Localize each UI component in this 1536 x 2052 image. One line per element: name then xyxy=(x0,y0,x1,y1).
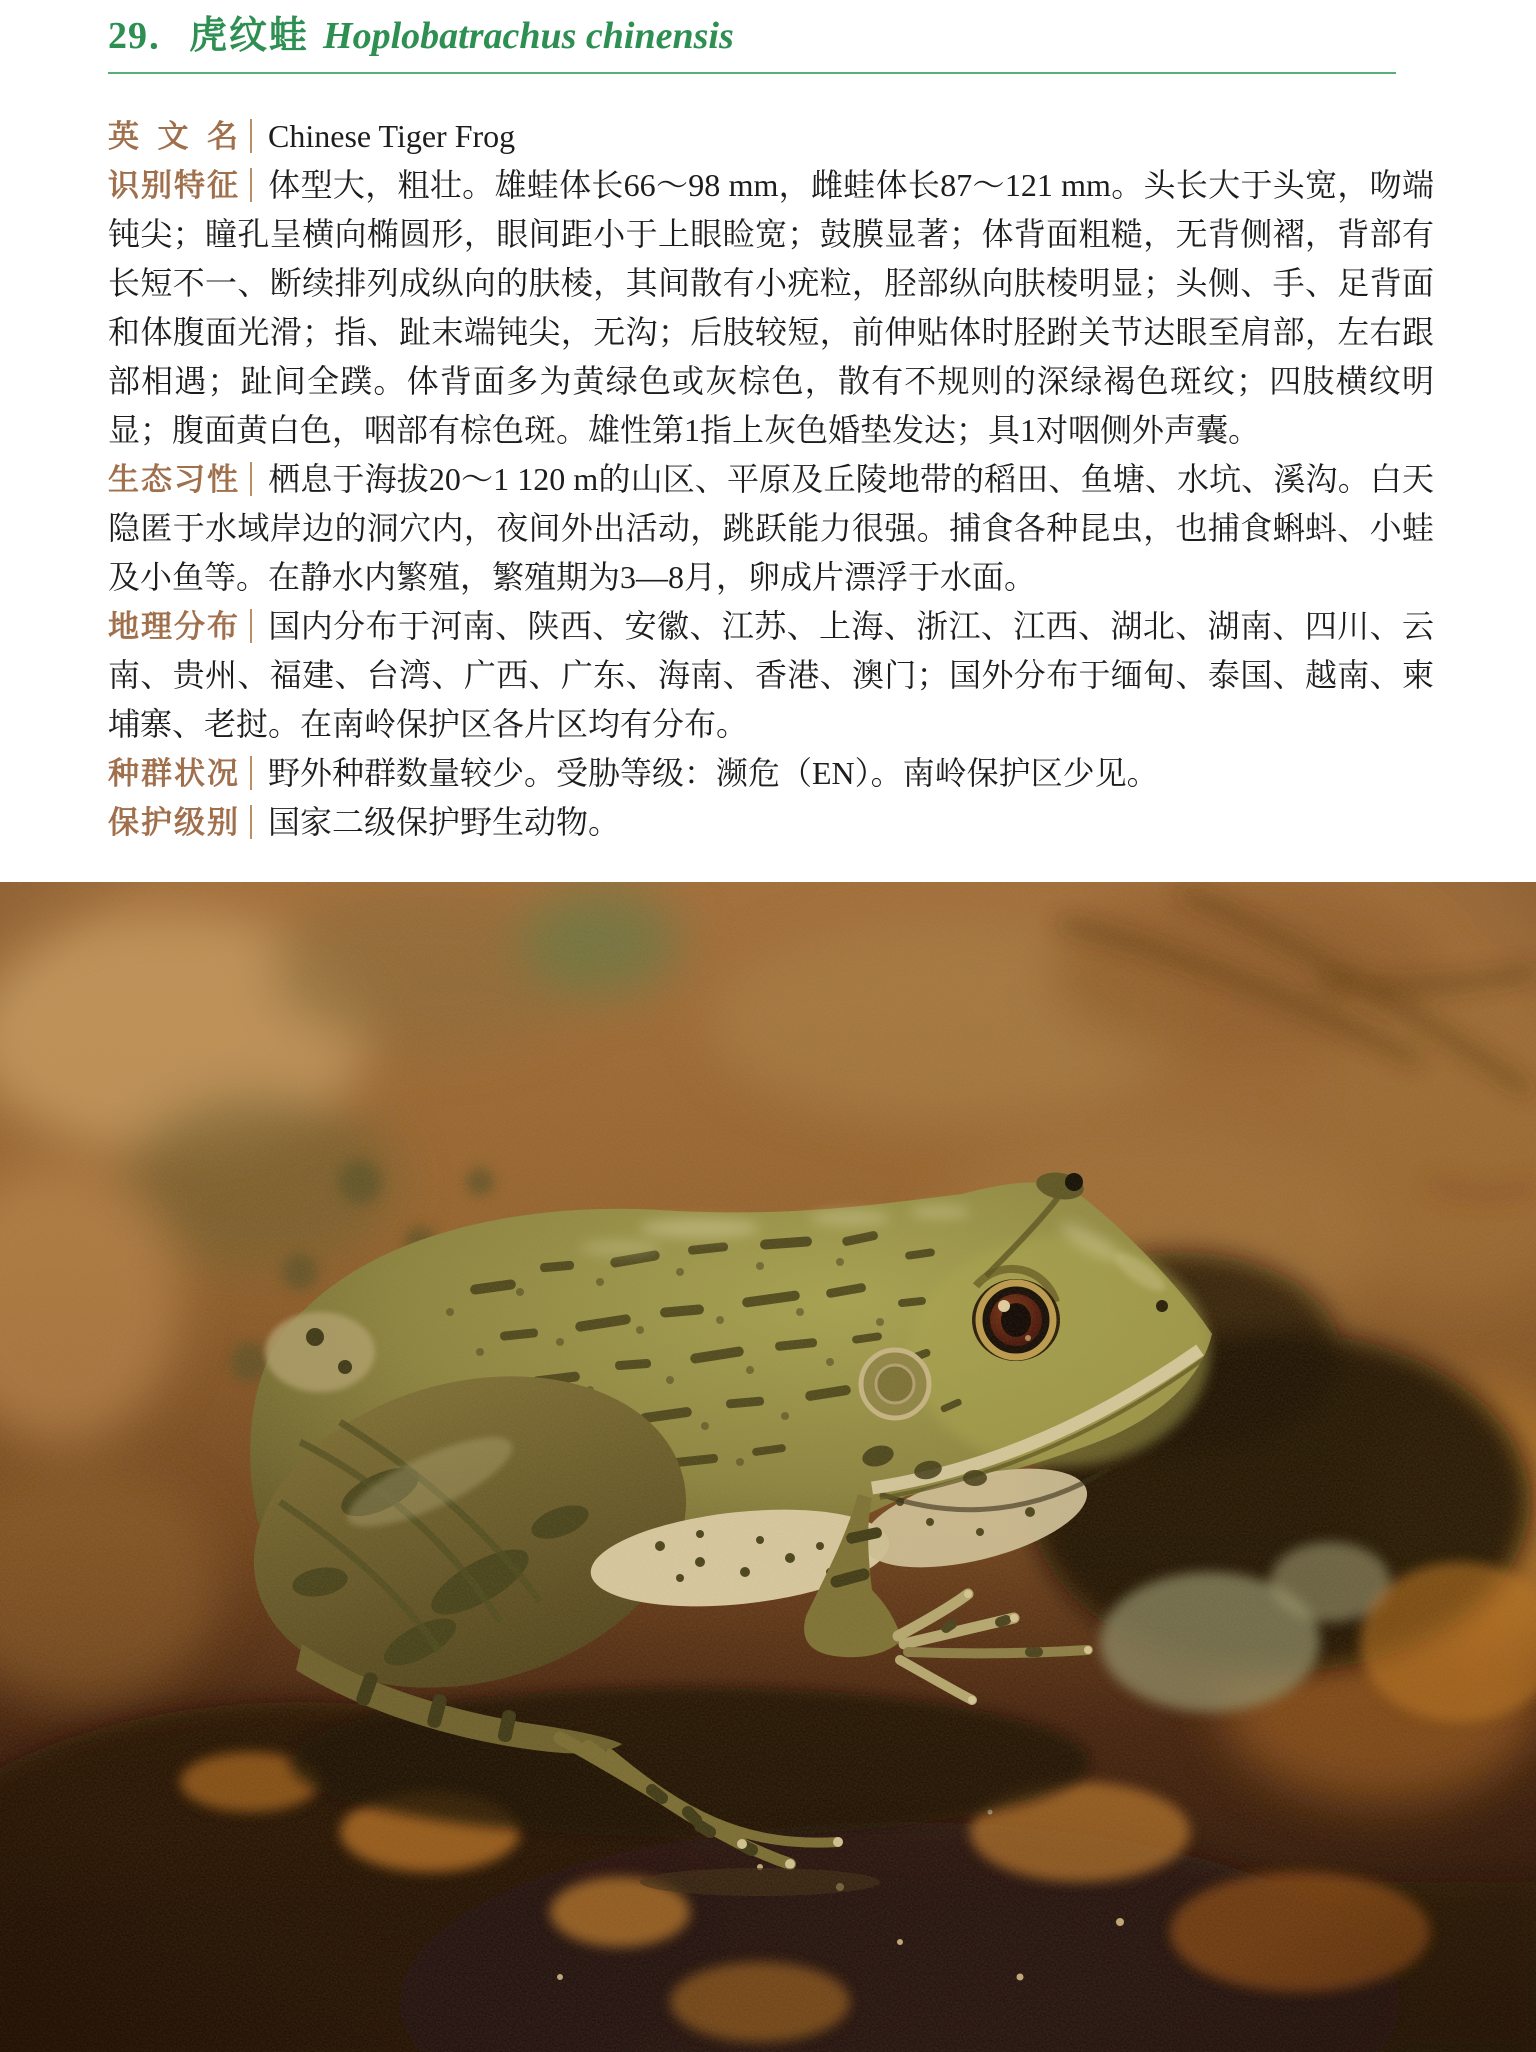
section-text: 国家二级保护野生动物。 xyxy=(268,804,621,840)
species-latin-name: Hoplobatrachus chinensis xyxy=(323,15,734,57)
section-label: 生态习性 xyxy=(108,462,238,497)
section-label: 地理分布 xyxy=(108,609,238,644)
section-distribution xyxy=(108,602,1434,749)
section-english-name xyxy=(108,112,1434,161)
label-separator xyxy=(250,462,252,496)
section-text: 栖息于海拔20～1 120 m的山区、平原及丘陵地带的稻田、鱼塘、水坑、溪沟。白天隐匿于水域岸边的洞穴内，夜间外出活动，跳跃能力很强。捕食各种昆虫，也捕食蝌蚪、小蛙及小鱼等。在静水内繁殖，繁殖期为3—8月，卵成片漂浮于水面。 xyxy=(108,461,1434,595)
section-text: Chinese Tiger Frog xyxy=(268,118,516,154)
section-label: 识别特征 xyxy=(108,168,238,203)
heading-rule xyxy=(108,72,1396,74)
section-population xyxy=(108,749,1434,798)
species-number: 29． xyxy=(108,15,188,57)
section-label: 英文名 xyxy=(108,119,238,154)
species-photo xyxy=(0,882,1536,2052)
vignette xyxy=(0,882,1536,2052)
section-text: 体型大，粗壮。雄蛙体长66～98 mm，雌蛙体长87～121 mm。头长大于头宽，吻端钝尖；瞳孔呈横向椭圆形，眼间距小于上眼睑宽；鼓膜显著；体背面粗糙，无背侧褶，背部有长短不一、断续排列成纵向的肤棱，其间散有小疣粒，胫部纵向肤棱明显；头侧、手、足背面和体腹面光滑；指、趾末端钝尖，无沟；后肢较短，前伸贴体时胫跗关节达眼至肩部，左右跟部相遇；趾间全蹼。体背面多为黄绿色或灰棕色，散有不规则的深绿褐色斑纹；四肢横纹明显；腹面黄白色，咽部有棕色斑。雄性第1指上灰色婚垫发达；具1对咽侧外声囊。 xyxy=(108,167,1434,448)
species-heading xyxy=(108,14,1434,58)
label-separator xyxy=(250,119,252,153)
species-chinese-name: 虎纹蛙 xyxy=(189,15,310,57)
frog-photo-illustration xyxy=(0,882,1536,2052)
section-protection xyxy=(108,798,1434,847)
species-account xyxy=(108,112,1434,847)
label-separator xyxy=(250,609,252,643)
section-label: 种群状况 xyxy=(108,756,238,791)
section-label: 保护级别 xyxy=(108,805,238,840)
label-separator xyxy=(250,805,252,839)
section-identification xyxy=(108,161,1434,455)
label-separator xyxy=(250,168,252,202)
section-ecology xyxy=(108,455,1434,602)
section-text: 野外种群数量较少。受胁等级：濒危（EN）。南岭保护区少见。 xyxy=(268,755,1159,791)
label-separator xyxy=(250,756,252,790)
section-text: 国内分布于河南、陕西、安徽、江苏、上海、浙江、江西、湖北、湖南、四川、云南、贵州、福建、台湾、广西、广东、海南、香港、澳门；国外分布于缅甸、泰国、越南、柬埔寨、老挝。在南岭保护区各片区均有分布。 xyxy=(108,608,1434,742)
